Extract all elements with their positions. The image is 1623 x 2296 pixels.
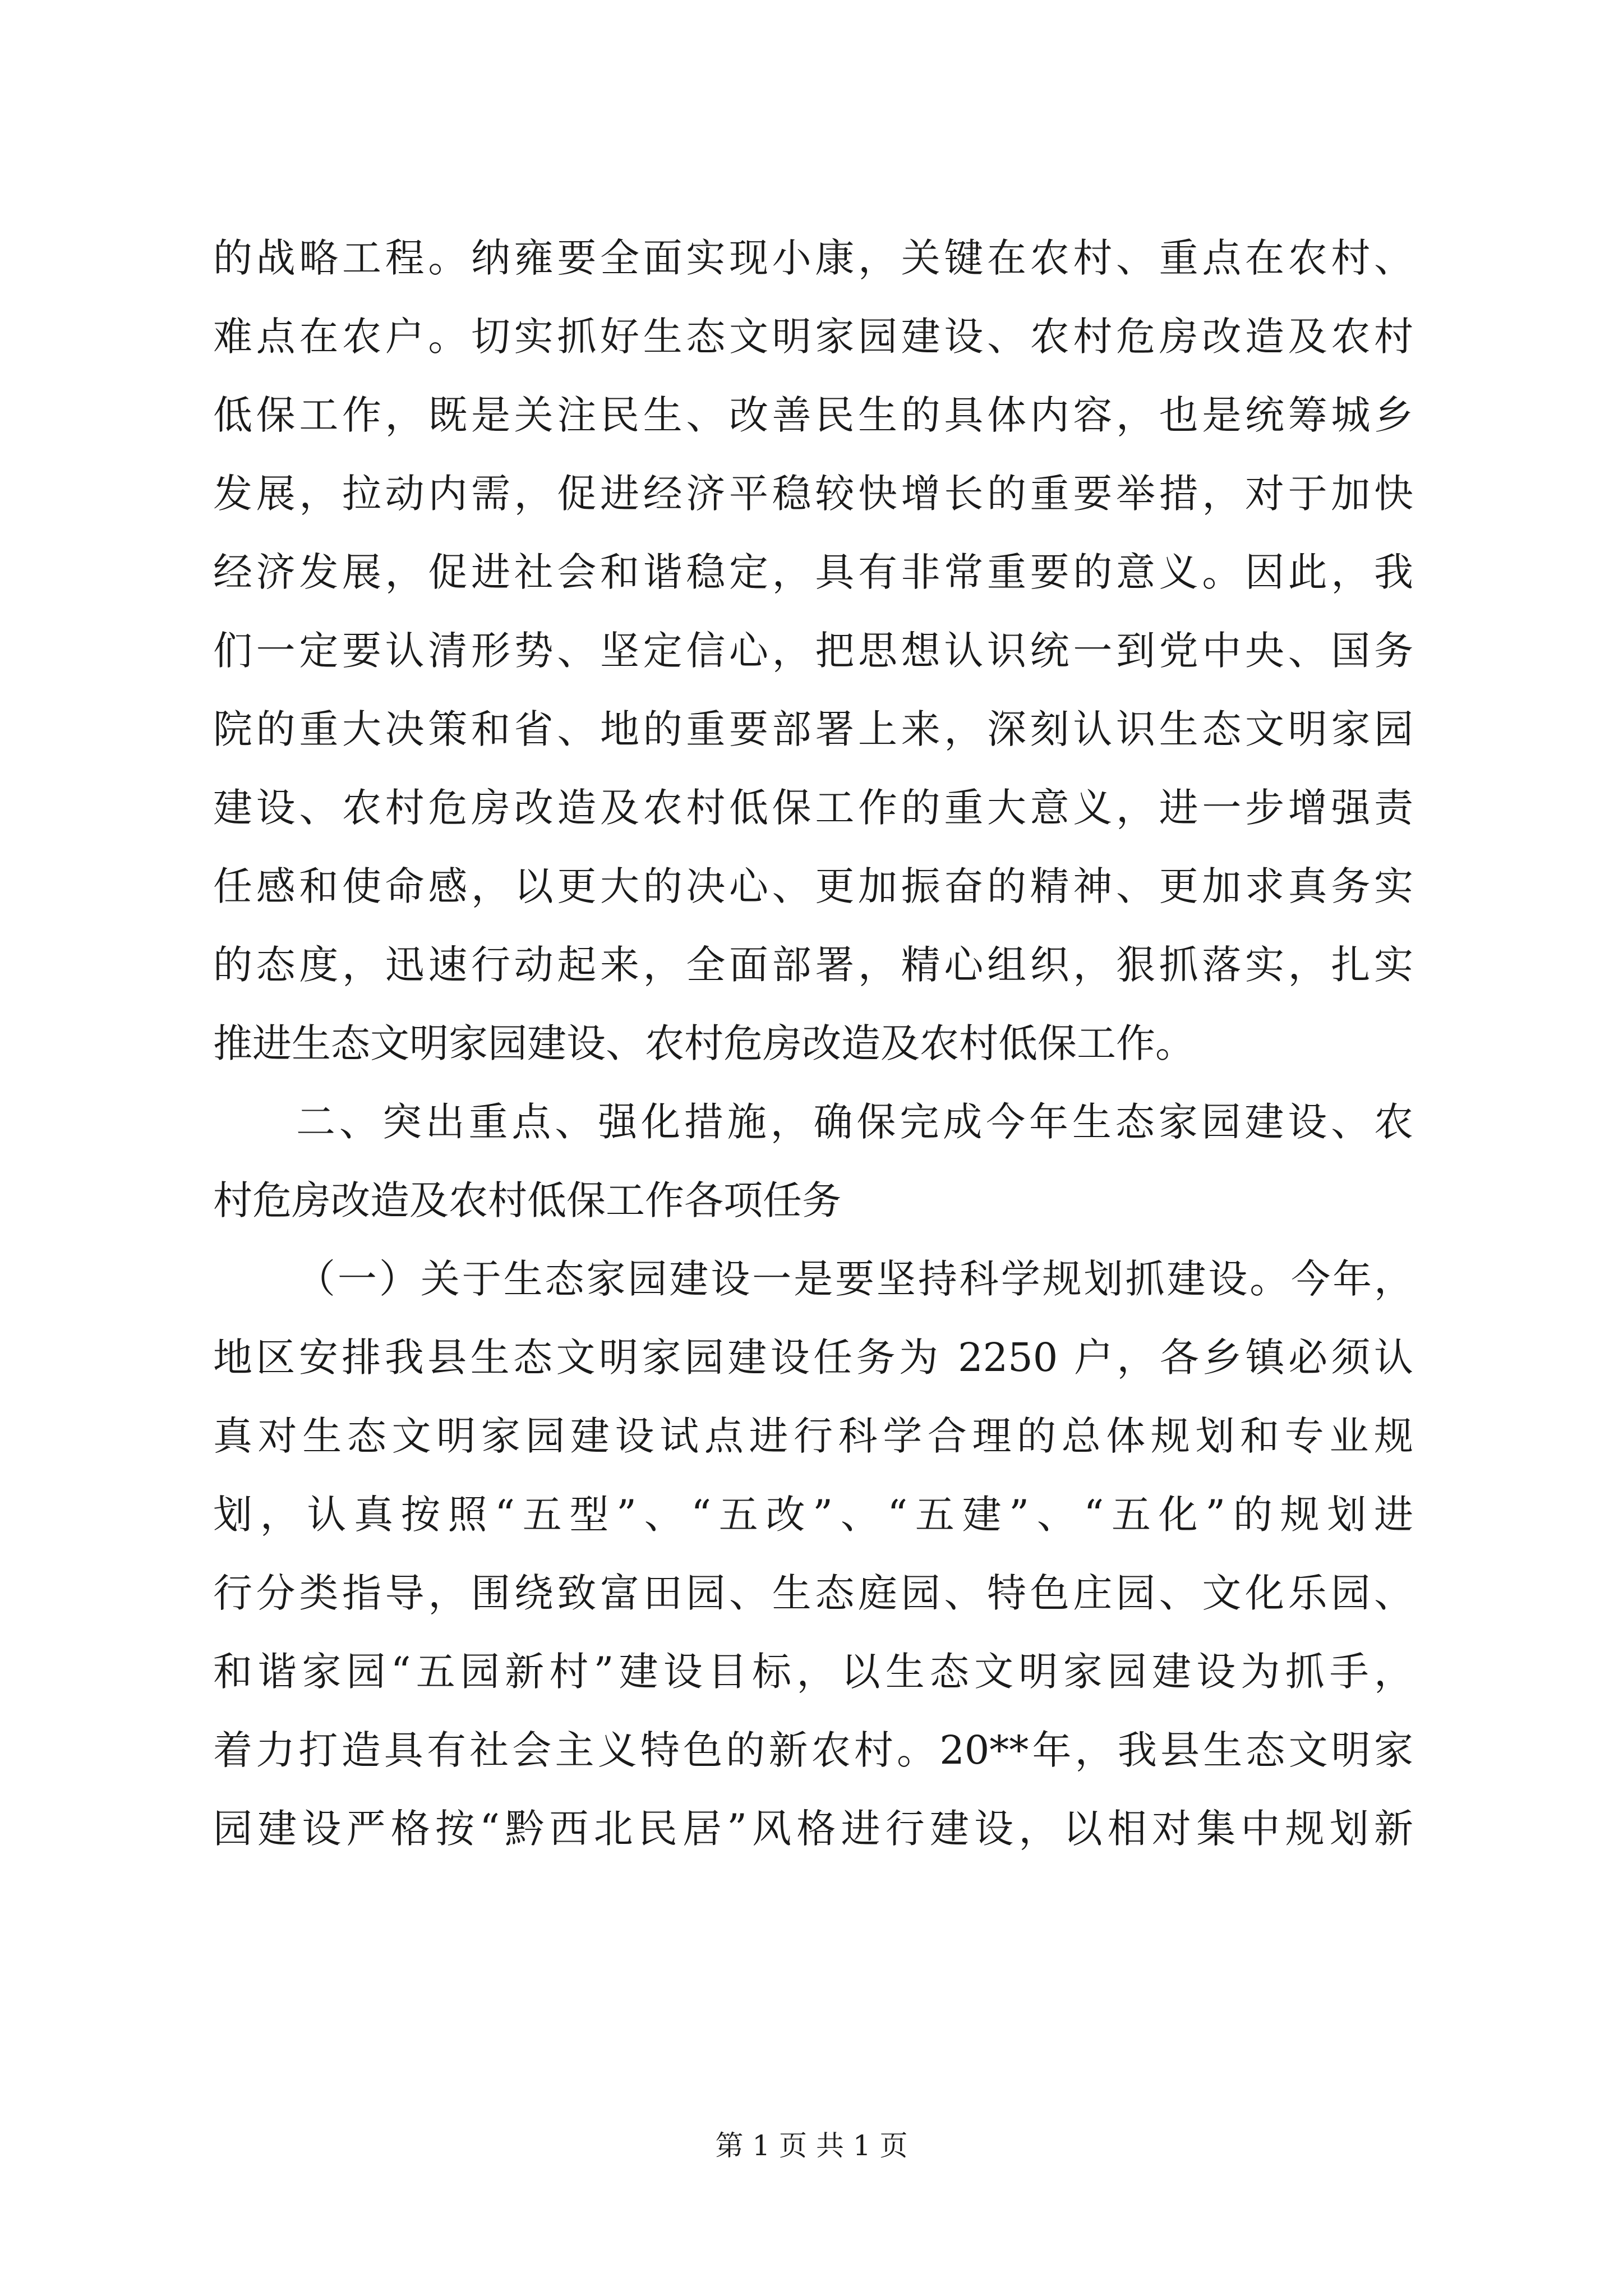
text-line: 地区安排我县生态文明家园建设任务为 2250 户，各乡镇必须认 (213, 1335, 1413, 1381)
section-heading-line: 二、突出重点、强化措施，确保完成今年生态家园建设、农 (296, 1099, 1413, 1145)
text-line: 发展，拉动内需，促进经济平稳较快增长的重要举措，对于加快 (213, 471, 1413, 517)
text-line: 园建设严格按“黔西北民居”风格进行建设，以相对集中规划新 (213, 1806, 1413, 1852)
page-footer: 第 1 页 共 1 页 (715, 2129, 908, 2162)
text-line: （一）关于生态家园建设一是要坚持科学规划抓建设。今年， (296, 1256, 1413, 1302)
text-line: 低保工作，既是关注民生、改善民生的具体内容，也是统筹城乡 (213, 392, 1413, 438)
text-line: 真对生态文明家园建设试点进行科学合理的总体规划和专业规 (213, 1413, 1413, 1459)
section-heading-line: 村危房改造及农村低保工作各项任务 (213, 1177, 841, 1223)
text-line: 划，认真按照“五型”、“五改”、“五建”、“五化”的规划进 (213, 1492, 1413, 1538)
text-line: 难点在农户。切实抓好生态文明家园建设、农村危房改造及农村 (213, 314, 1413, 360)
text-line: 的战略工程。纳雍要全面实现小康，关键在农村、重点在农村、 (213, 235, 1413, 281)
text-line: 推进生态文明家园建设、农村危房改造及农村低保工作。 (213, 1020, 1195, 1066)
text-line: 建设、农村危房改造及农村低保工作的重大意义，进一步增强责 (213, 785, 1413, 831)
text-line: 行分类指导，围绕致富田园、生态庭园、特色庄园、文化乐园、 (213, 1570, 1413, 1616)
text-line: 着力打造具有社会主义特色的新农村。20**年，我县生态文明家 (213, 1727, 1413, 1773)
text-line: 和谐家园“五园新村”建设目标，以生态文明家园建设为抓手， (213, 1649, 1413, 1695)
text-line: 经济发展，促进社会和谐稳定，具有非常重要的意义。因此，我 (213, 549, 1413, 595)
text-line: 们一定要认清形势、坚定信心，把思想认识统一到党中央、国务 (213, 628, 1413, 674)
text-line: 院的重大决策和省、地的重要部署上来，深刻认识生态文明家园 (213, 706, 1413, 752)
text-line: 的态度，迅速行动起来，全面部署，精心组织，狠抓落实，扎实 (213, 942, 1413, 988)
text-line: 任感和使命感，以更大的决心、更加振奋的精神、更加求真务实 (213, 863, 1413, 909)
